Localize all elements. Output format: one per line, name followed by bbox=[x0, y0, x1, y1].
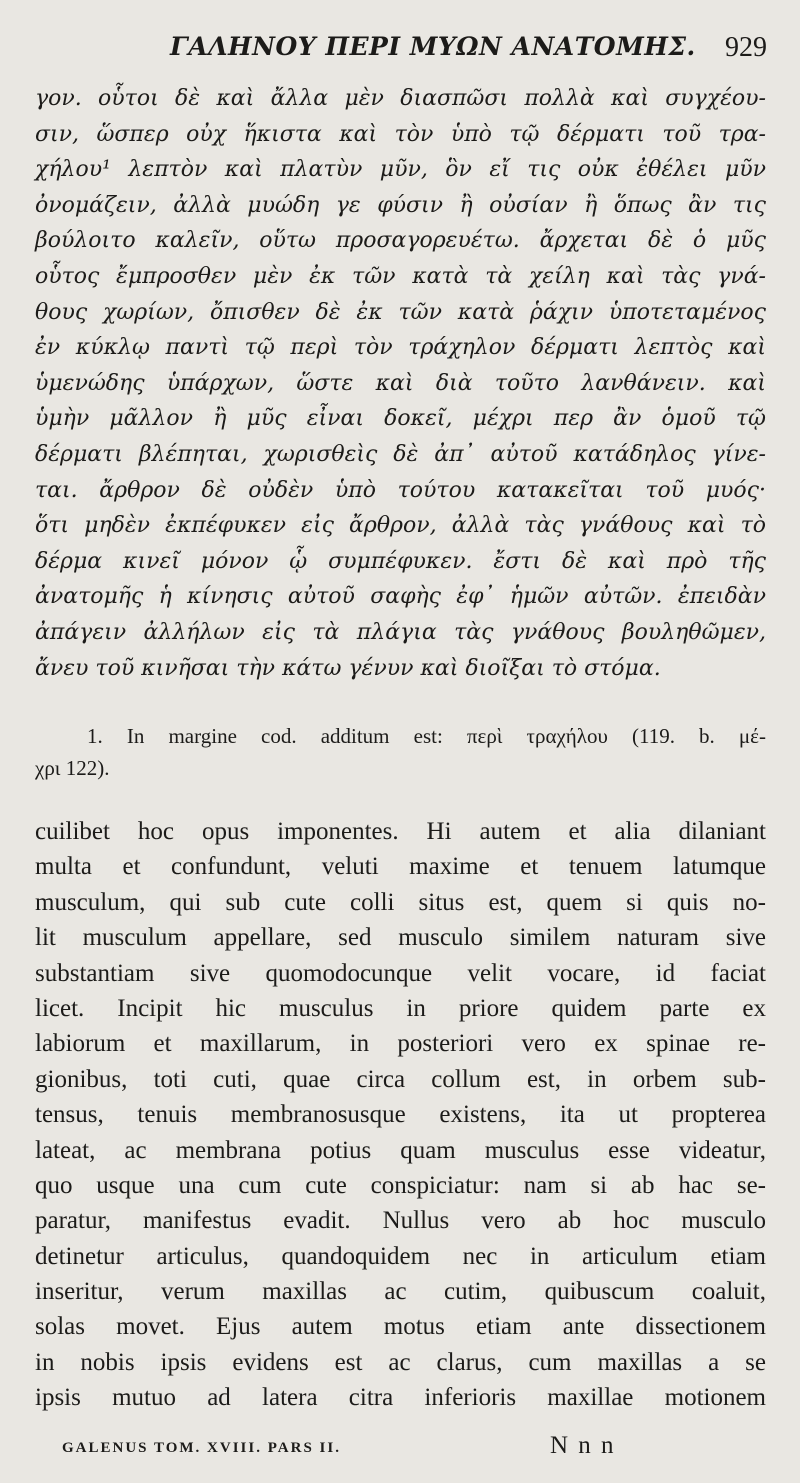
running-title: ΓΑΛΗΝΟΥ ΠΕΡΙ ΜΥΩΝ ΑΝΑΤΟΜΗΣ. bbox=[170, 32, 696, 61]
latin-line: inseritur, verum maxillas ac cutim, quibuscum coaluit, bbox=[35, 1278, 766, 1306]
greek-line: ἐν κύκλῳ παντὶ τῷ περὶ τὸν τράχηλον δέρματι λεπτὸς καὶ bbox=[35, 335, 766, 361]
greek-line: γον. οὗτοι δὲ καὶ ἄλλα μὲν διασπῶσι πολλὰ καὶ συγχέου- bbox=[35, 86, 766, 111]
greek-line: ὅτι μηδὲν ἐκπέφυκεν εἰς ἄρθρον, ἀλλὰ τὰς γνάθους καὶ τὸ bbox=[35, 513, 766, 539]
page-footer bbox=[0, 1430, 800, 1470]
greek-line: ὀνομάζειν, ἀλλὰ μυώδη γε φύσιν ἢ οὐσίαν ἢ ὅπως ἂν τις bbox=[35, 192, 766, 218]
latin-line: multa et confundunt, veluti maxime et tenuem latumque bbox=[35, 853, 766, 881]
greek-line: χήλου¹ λεπτὸν καὶ πλατὺν μῦν, ὃν εἴ τις οὐκ ἐθέλει μῦν bbox=[35, 157, 766, 183]
greek-line: ἀπάγειν ἀλλήλων εἰς τὰ πλάγια τὰς γνάθους βουληθῶμεν, bbox=[35, 619, 766, 645]
latin-line: musculum, qui sub cute colli situs est, quem si quis no- bbox=[35, 888, 766, 916]
latin-line: substantiam sive quomodocunque velit vocare, id faciat bbox=[35, 959, 766, 987]
greek-line: ἄνευ τοῦ κινῆσαι τὴν κάτω γένυν καὶ διοῖξαι τὸ στόμα. bbox=[35, 655, 661, 681]
latin-line: solas movet. Ejus autem motus etiam ante dissectionem bbox=[35, 1313, 766, 1341]
latin-line: lateat, ac membrana potius quam musculus esse videatur, bbox=[35, 1136, 766, 1164]
signature-line: GALENUS TOM. XVIII. PARS II. bbox=[62, 1440, 341, 1456]
page-number: 929 bbox=[725, 32, 767, 63]
latin-line: lit musculum appellare, sed musculo similem naturam sive bbox=[35, 924, 766, 952]
greek-line: οὗτος ἔμπροσθεν μὲν ἐκ τῶν κατὰ τὰ χείλη καὶ τὰς γνά- bbox=[35, 263, 766, 289]
latin-line: cuilibet hoc opus imponentes. Hi autem et alia dilaniant bbox=[35, 818, 766, 845]
latin-line: tensus, tenuis membranosusque existens, ita ut propterea bbox=[35, 1101, 766, 1129]
greek-line: ὑμὴν μᾶλλον ἢ μῦς εἶναι δοκεῖ, μέχρι περ ἂν ὁμοῦ τῷ bbox=[35, 406, 766, 432]
signature-mark: N n n bbox=[550, 1432, 616, 1459]
latin-line: gionibus, toti cuti, quae circa collum est, in orbem sub- bbox=[35, 1065, 766, 1093]
latin-line: ipsis mutuo ad latera citra inferioris maxillae motionem bbox=[35, 1384, 766, 1412]
greek-line: θους χωρίων, ὄπισθεν δὲ ἐκ τῶν κατὰ ῥάχιν ὑποτεταμένος bbox=[35, 299, 766, 325]
greek-line: δέρμα κινεῖ μόνον ᾧ συμπέφυκεν. ἔστι δὲ καὶ πρὸ τῆς bbox=[35, 548, 766, 574]
footnote-line: χρι 122). bbox=[35, 756, 110, 780]
latin-line: labiorum et maxillarum, in posteriori vero ex spinae re- bbox=[35, 1030, 766, 1058]
latin-line: licet. Incipit hic musculus in priore quidem parte ex bbox=[35, 994, 766, 1022]
greek-line: βούλοιτο καλεῖν, οὕτω προσαγορευέτω. ἄρχεται δὲ ὁ μῦς bbox=[35, 228, 766, 254]
greek-line: ὑμενώδης ὑπάρχων, ὥστε καὶ διὰ τοῦτο λανθάνειν. καὶ bbox=[35, 370, 766, 396]
latin-line: in nobis ipsis evidens est ac clarus, cum maxillas a se bbox=[35, 1348, 766, 1376]
latin-line: quo usque una cum cute conspiciatur: nam si ab hac se- bbox=[35, 1171, 766, 1199]
greek-line: ἀνατομῆς ἡ κίνησις αὐτοῦ σαφὴς ἐφ᾽ ἡμῶν αὐτῶν. ἐπειδὰν bbox=[35, 584, 766, 610]
greek-line: σιν, ὥσπερ οὐχ ἥκιστα καὶ τὸν ὑπὸ τῷ δέρματι τοῦ τρα- bbox=[35, 121, 766, 147]
greek-text-block bbox=[35, 81, 766, 686]
latin-line: paratur, manifestus evadit. Nullus vero ab hoc musculo bbox=[35, 1207, 766, 1235]
footnote-line: 1. In margine cod. additum est: περὶ τραχήλου (119. b. μέ- bbox=[87, 724, 766, 748]
latin-line: detinetur articulus, quandoquidem nec in articulum etiam bbox=[35, 1242, 766, 1270]
greek-line: ται. ἄρθρον δὲ οὐδὲν ὑπὸ τούτου κατακεῖται τοῦ μυός· bbox=[35, 477, 766, 503]
greek-line: δέρματι βλέπηται, χωρισθεὶς δὲ ἀπ᾽ αὐτοῦ κατάδηλος γίνε- bbox=[35, 441, 766, 467]
footnote bbox=[35, 720, 766, 784]
latin-text-block bbox=[35, 814, 766, 1416]
running-head bbox=[0, 30, 800, 70]
